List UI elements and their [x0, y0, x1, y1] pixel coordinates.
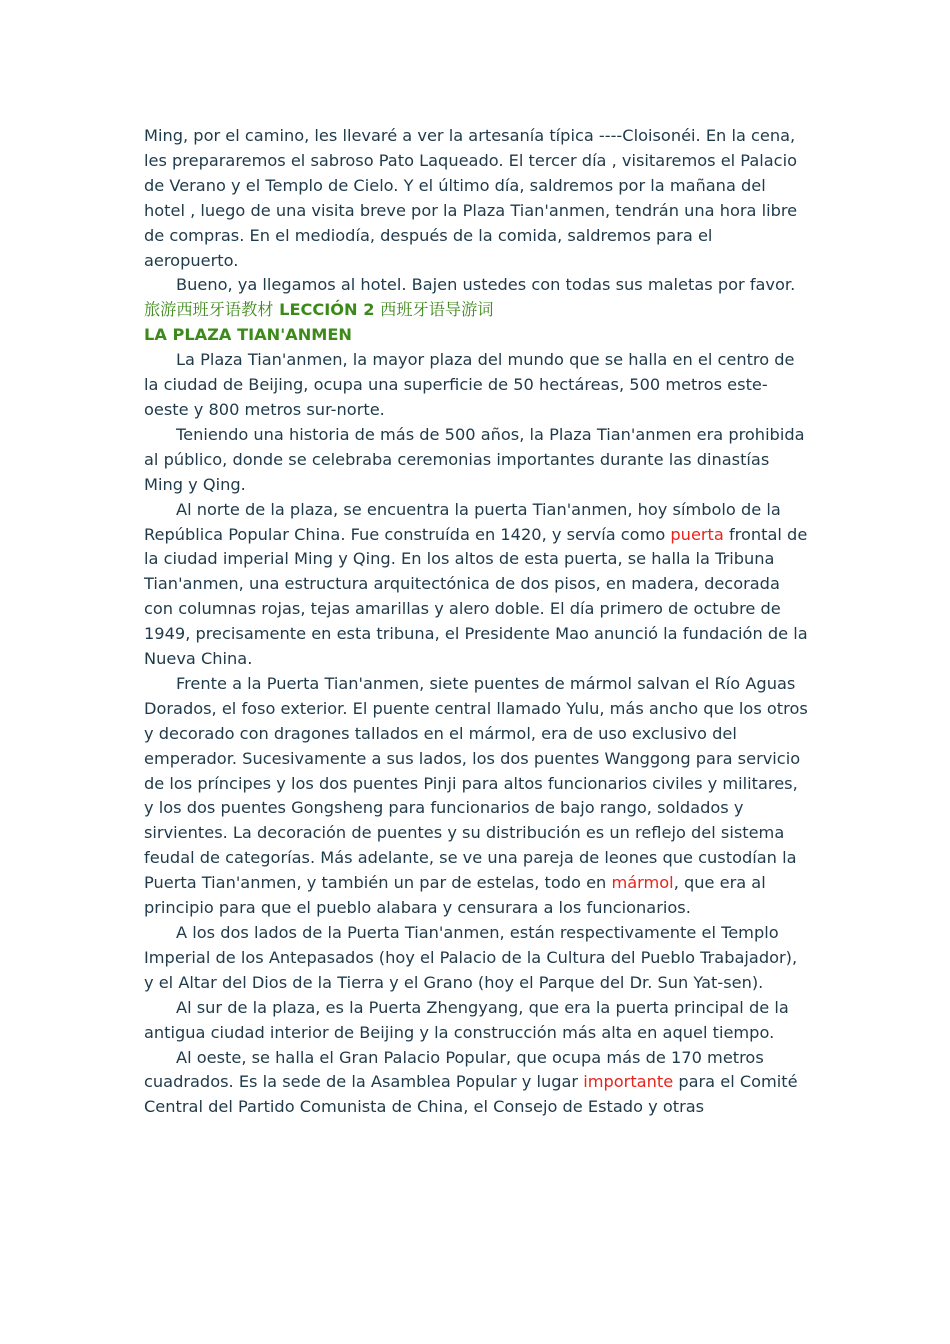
paragraph-7-text-after: para el Comité Central del Partido Comunista de China, el Consejo de Estado y otras [144, 1072, 798, 1117]
paragraph-7-text-before: Al oeste, se halla el Gran Palacio Popular, que ocupa más de 170 metros cuadrados. Es la sede de la Asamblea Popular y lugar [144, 1047, 764, 1092]
section-title: LA PLAZA TIAN'ANMEN [144, 325, 352, 345]
lesson-heading-suffix: 西班牙语导游词 [380, 300, 494, 320]
highlight-puerta: puerta [670, 524, 724, 544]
paragraph-1: La Plaza Tian'anmen, la mayor plaza del mundo que se halla en el centro de la ciudad de Beijing, ocupa una superficie de 50 hectáreas, 500 metros este-oeste y 800 metros sur-norte. [144, 350, 795, 419]
paragraph-5: A los dos lados de la Puerta Tian'anmen, están respectivamente el Templo Imperial de los Antepasados (hoy el Palacio de la Cultura del Pueblo Trabajador), y el Altar del Dios de la Tierra y el Grano (hoy el Parque del Dr. Sun Yat-sen). [144, 923, 798, 992]
intro-paragraph: Ming, por el camino, les llevaré a ver la artesanía típica ----Cloisonéi. En la cena, les prepararemos el sabroso Pato Laqueado. El tercer día , visitaremos el Palacio de Verano y el Templo de Cielo. Y el último día, saldremos por la mañana del hotel , luego de una visita breve por la Plaza Tian'anmen, tendrán una hora libre de compras. En el mediodía, después de la comida, saldremos para el aeropuerto. [144, 126, 798, 270]
paragraph-3-text-before: Al norte de la plaza, se encuentra la puerta Tian'anmen, hoy símbolo de la República Popular China. Fue construída en 1420, y servía como [144, 499, 781, 544]
lesson-heading-number: LECCIÓN 2 [279, 300, 375, 320]
paragraph-3 [144, 498, 809, 672]
closing-paragraph: Bueno, ya llegamos al hotel. Bajen ustedes con todas sus maletas por favor. [176, 275, 796, 295]
paragraph-6: Al sur de la plaza, es la Puerta Zhengyang, que era la puerta principal de la antigua ciudad interior de Beijing y la construcción más alta en aquel tiempo. [144, 997, 789, 1042]
paragraph-4-text-after: , que era al principio para que el pueblo alabara y censurara a los funcionarios. [144, 873, 766, 918]
highlight-importante: importante [583, 1072, 674, 1092]
paragraph-3-text-after: frontal de la ciudad imperial Ming y Qing. En los altos de esta puerta, se halla la Tribuna Tian'anmen, una estructura arquitectónica de dos pisos, en madera, decorada con columnas rojas, tejas amarillas y alero doble. El día primero de octubre de 1949, precisamente en esta tribuna, el Presidente Mao anunció la fundación de la Nueva China. [144, 524, 808, 669]
lesson-heading-prefix: 旅游西班牙语教材 [144, 300, 274, 320]
document-page [144, 124, 809, 1120]
paragraph-2: Teniendo una historia de más de 500 años, la Plaza Tian'anmen era prohibida al público, donde se celebraba ceremonias importantes durante las dinastías Ming y Qing. [144, 424, 805, 494]
paragraph-7 [144, 1046, 809, 1121]
paragraph-4 [144, 672, 809, 921]
paragraph-4-text-before: Frente a la Puerta Tian'anmen, siete puentes de mármol salvan el Río Aguas Dorados, el foso exterior. El puente central llamado Yulu, más ancho que los otros y decorado con dragones tallados en el mármol, era de uso exclusivo del emperador. Sucesivamente a sus lados, los dos puentes Wanggong para servicio de los príncipes y los dos puentes Pinji para altos funcionarios civiles y militares, y los dos puentes Gongsheng para funcionarios de bajo rango, soldados y sirvientes. La decoración de puentes y su distribución es un reflejo del sistema feudal de categorías. Más adelante, se ve una pareja de leones que custodían la Puerta Tian'anmen, y también un par de estelas, todo en [144, 673, 808, 893]
lesson-heading [144, 298, 809, 323]
highlight-marmol: mármol [611, 873, 674, 893]
